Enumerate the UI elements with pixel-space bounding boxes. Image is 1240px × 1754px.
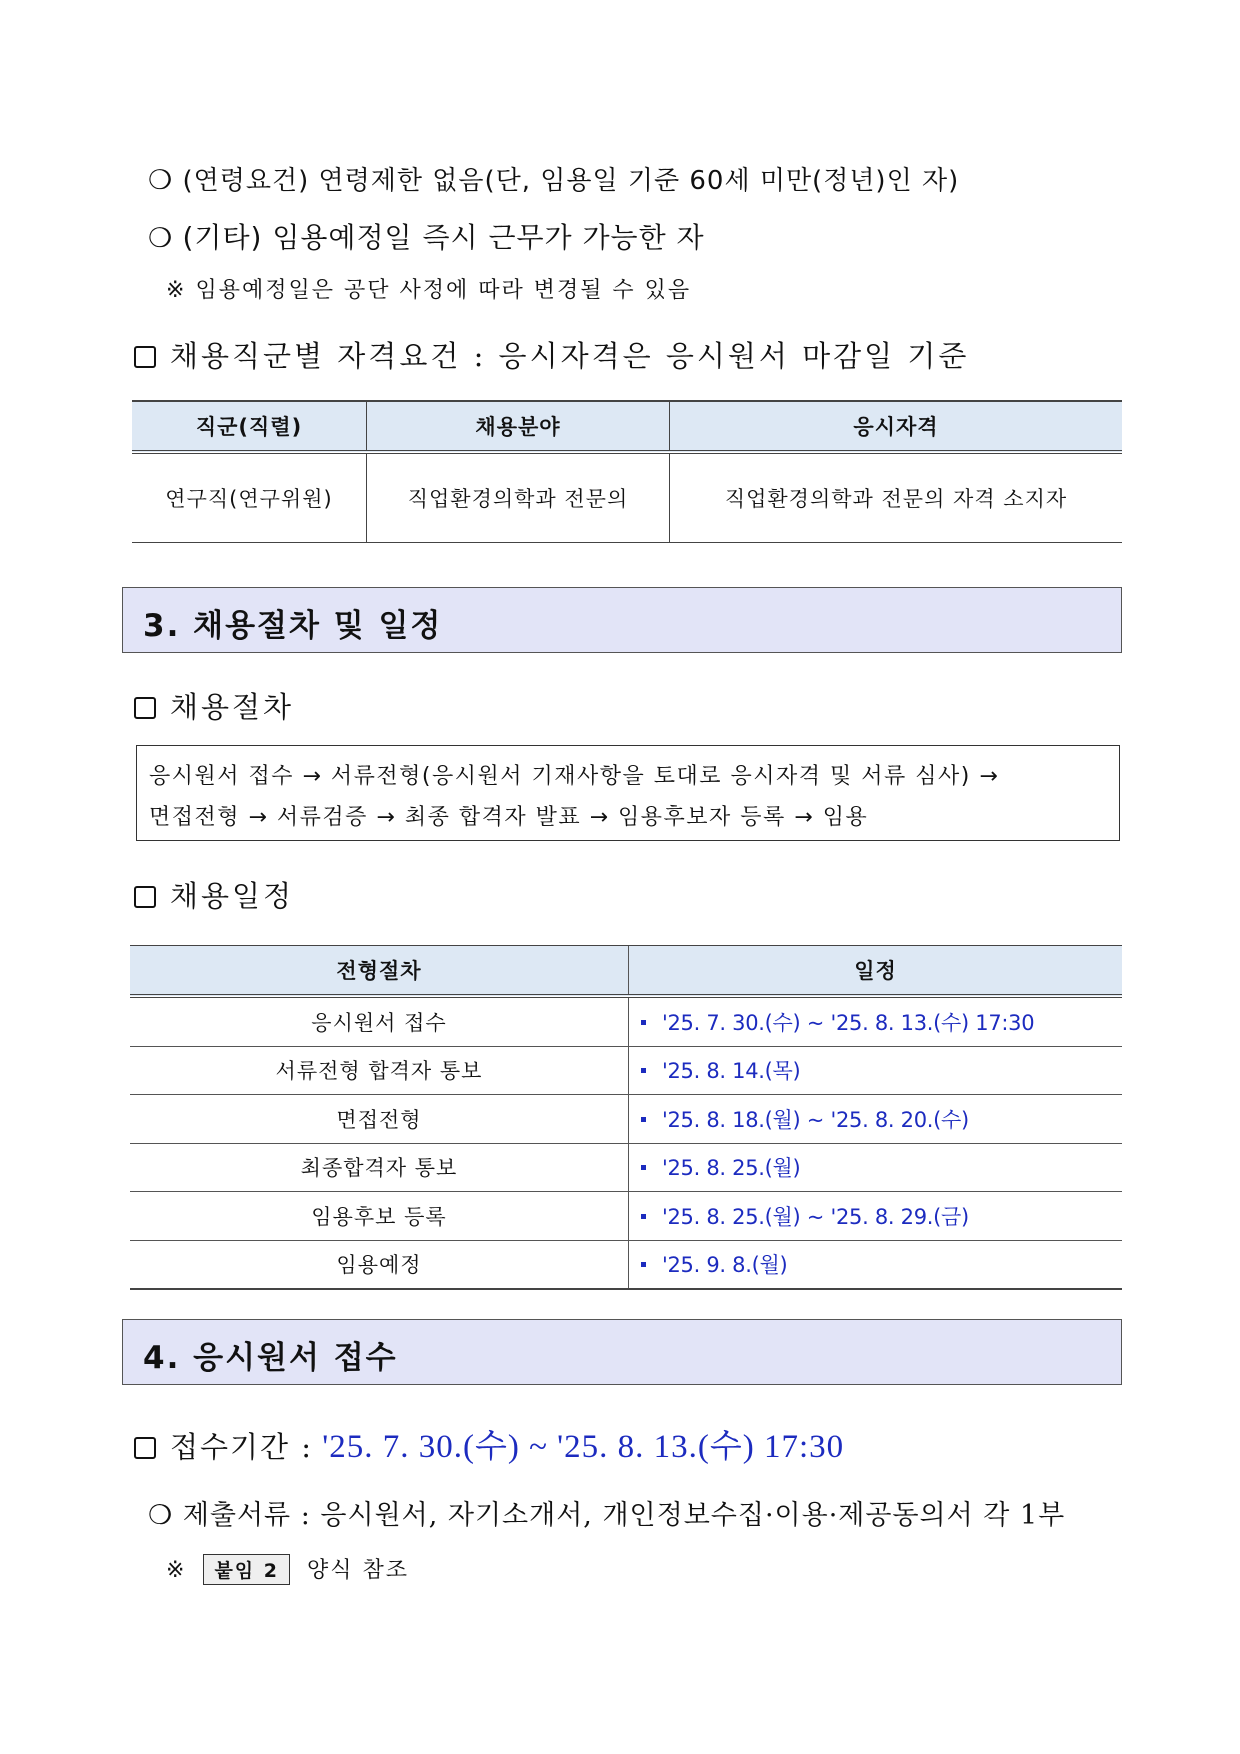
attachment-badge: 붙임 2 bbox=[203, 1554, 290, 1585]
table-header-row bbox=[130, 946, 1122, 997]
cell-stage: 서류전형 합격자 통보 bbox=[130, 1046, 629, 1095]
required-documents bbox=[148, 1493, 1065, 1532]
cell-job-group: 연구직(연구위원) bbox=[165, 487, 333, 511]
schedule-table bbox=[130, 945, 1122, 1290]
table-row bbox=[130, 1240, 1122, 1289]
qualification-table bbox=[132, 400, 1122, 543]
qualification-heading-text: 채용직군별 자격요건 : 응시자격은 응시원서 마감일 기준 bbox=[170, 339, 970, 373]
cell-date bbox=[629, 1192, 1123, 1241]
square-bullet-icon bbox=[641, 1068, 646, 1073]
requirement-age-text: (연령요건) 연령제한 없음(단, 임용일 기준 60세 미만(정년)인 자) bbox=[182, 166, 960, 196]
note-mark: ※ bbox=[166, 278, 187, 303]
table-header-row bbox=[132, 401, 1122, 452]
documents-text: 제출서류 : 응시원서, 자기소개서, 개인정보수집·이용·제공동의서 각 1부 bbox=[182, 1500, 1066, 1531]
square-bullet-icon bbox=[134, 1437, 156, 1459]
section-3-banner bbox=[122, 587, 1122, 653]
cell-stage: 응시원서 접수 bbox=[130, 996, 629, 1046]
date-text: '25. 7. 30.(수) ~ '25. 8. 13.(수) 17:30 bbox=[662, 1010, 1035, 1035]
procedure-heading bbox=[134, 685, 294, 726]
note-text: 임용예정일은 공단 사정에 따라 변경될 수 있음 bbox=[195, 278, 692, 303]
square-bullet-icon bbox=[134, 346, 156, 368]
section-4-banner bbox=[122, 1319, 1122, 1385]
procedure-line-2: 면접전형 → 서류검증 → 최종 합격자 발표 → 임용후보자 등록 → 임용 bbox=[149, 805, 869, 830]
table-row bbox=[130, 1143, 1122, 1192]
section-4-title: 4. 응시원서 접수 bbox=[143, 1340, 398, 1376]
requirement-age bbox=[148, 160, 959, 197]
cell-stage: 최종합격자 통보 bbox=[130, 1143, 629, 1192]
period-label: 접수기간 : bbox=[170, 1430, 314, 1464]
date-text: '25. 9. 8.(월) bbox=[662, 1253, 788, 1278]
cell-date bbox=[629, 1095, 1123, 1144]
date-text: '25. 8. 18.(월) ~ '25. 8. 20.(수) bbox=[662, 1107, 969, 1132]
square-bullet-icon bbox=[641, 1020, 646, 1025]
cell-date bbox=[629, 1240, 1123, 1289]
square-bullet-icon bbox=[134, 886, 156, 908]
attachment-note-text: 양식 참조 bbox=[306, 1558, 409, 1583]
procedure-box bbox=[136, 745, 1120, 841]
square-bullet-icon bbox=[641, 1165, 646, 1170]
requirement-other bbox=[148, 216, 705, 256]
cell-stage: 임용예정 bbox=[130, 1240, 629, 1289]
date-text: '25. 8. 14.(목) bbox=[662, 1059, 801, 1084]
square-bullet-icon bbox=[641, 1262, 646, 1267]
circle-bullet-icon: ❍ bbox=[148, 165, 174, 196]
application-period bbox=[134, 1420, 844, 1467]
col-header-job-group: 직군(직렬) bbox=[132, 401, 367, 452]
cell-stage: 임용후보 등록 bbox=[130, 1192, 629, 1241]
requirement-note bbox=[166, 273, 691, 304]
requirement-other-text: (기타) 임용예정일 즉시 근무가 가능한 자 bbox=[182, 221, 705, 254]
cell-date bbox=[629, 996, 1123, 1046]
period-value: '25. 7. 30.(수) ~ '25. 8. 13.(수) 17:30 bbox=[322, 1429, 845, 1465]
section-3-title: 3. 채용절차 및 일정 bbox=[143, 608, 443, 644]
date-text: '25. 8. 25.(월) bbox=[662, 1156, 801, 1181]
col-header-field: 채용분야 bbox=[367, 401, 670, 452]
schedule-heading-text: 채용일정 bbox=[170, 879, 295, 913]
circle-bullet-icon: ❍ bbox=[148, 1500, 174, 1531]
table-row bbox=[130, 996, 1122, 1046]
square-bullet-icon bbox=[641, 1117, 646, 1122]
cell-field: 직업환경의학과 전문의 bbox=[367, 452, 670, 543]
square-bullet-icon bbox=[641, 1214, 646, 1219]
cell-qualification: 직업환경의학과 전문의 자격 소지자 bbox=[670, 452, 1123, 543]
cell-date bbox=[629, 1143, 1123, 1192]
cell-date bbox=[629, 1046, 1123, 1095]
square-bullet-icon bbox=[134, 697, 156, 719]
col-header-date: 일정 bbox=[629, 946, 1123, 997]
note-mark: ※ bbox=[166, 1558, 187, 1583]
circle-bullet-icon: ❍ bbox=[148, 223, 174, 254]
date-text: '25. 8. 25.(월) ~ '25. 8. 29.(금) bbox=[662, 1204, 969, 1229]
qualification-heading bbox=[134, 334, 969, 375]
table-row bbox=[130, 1095, 1122, 1144]
table-row bbox=[130, 1046, 1122, 1095]
procedure-line-1: 응시원서 접수 → 서류전형(응시원서 기재사항을 토대로 응시자격 및 서류 심사) → bbox=[149, 764, 1000, 789]
attachment-note bbox=[166, 1553, 409, 1585]
schedule-heading bbox=[134, 874, 294, 915]
procedure-heading-text: 채용절차 bbox=[170, 690, 295, 724]
cell-stage: 면접전형 bbox=[130, 1095, 629, 1144]
table-row bbox=[130, 1192, 1122, 1241]
col-header-qualification: 응시자격 bbox=[670, 401, 1123, 452]
col-header-stage: 전형절차 bbox=[130, 946, 629, 997]
table-row bbox=[132, 452, 1122, 543]
